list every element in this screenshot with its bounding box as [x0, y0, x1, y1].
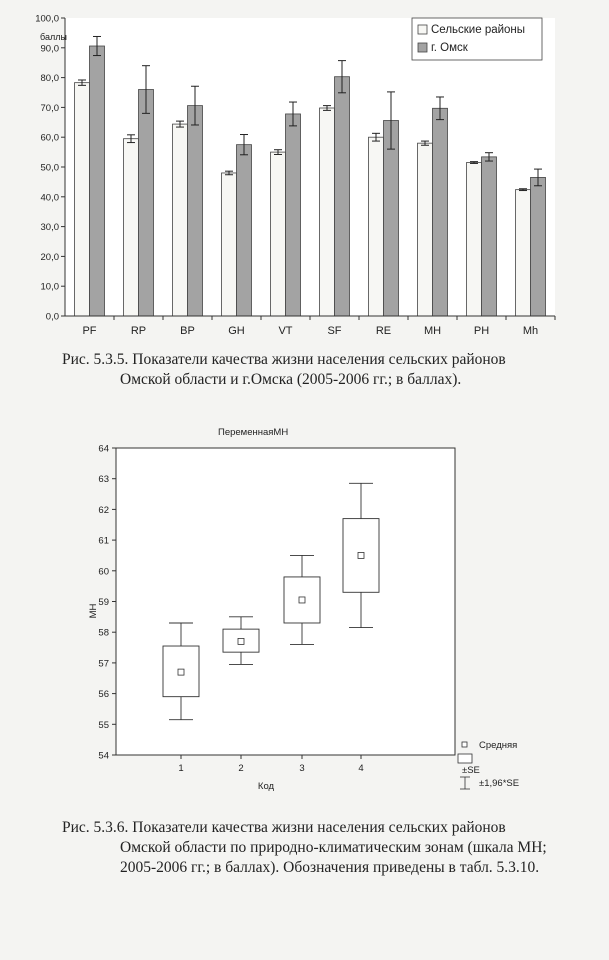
bar-rural-VT [271, 152, 286, 316]
bar-chart [0, 0, 609, 345]
y-axis-label: баллы [40, 32, 67, 42]
bar-rural-Mh [516, 190, 531, 316]
legend-se-marker [458, 754, 472, 763]
bar-rural-PH [467, 163, 482, 316]
y-tick-label: 90,0 [40, 43, 59, 55]
x-tick-label: RP [130, 325, 147, 337]
mean-marker-1 [178, 669, 184, 675]
legend-ci-label: ±1,96*SE [479, 778, 520, 789]
bar-rural-BP [173, 124, 188, 316]
bar-omsk-RE [384, 121, 399, 316]
mean-marker-2 [238, 638, 244, 644]
bar-omsk-PH [482, 157, 497, 316]
y-tick-label-2: 62 [98, 504, 109, 516]
bar-rural-MH [418, 143, 433, 316]
bar-rural-SF [320, 108, 335, 316]
bar-rural-RP [124, 139, 139, 316]
y-tick-label-2: 58 [98, 627, 109, 639]
y-tick-label: 80,0 [40, 73, 59, 85]
y-tick-label: 60,0 [40, 132, 59, 144]
x-tick-label: BP [180, 325, 195, 337]
bar-omsk-PF [90, 46, 105, 316]
legend-mean-label: Средняя [479, 740, 518, 751]
x-tick-label-2: 4 [358, 763, 364, 774]
x-tick-label: RE [375, 325, 392, 337]
x-tick-label: MH [423, 325, 442, 337]
caption-1-line-2: Омской области и г.Омска (2005-2006 гг.; в баллах). [120, 371, 462, 388]
y-tick-label: 30,0 [40, 222, 59, 234]
bar-omsk-SF [335, 77, 350, 316]
y-tick-label: 70,0 [40, 102, 59, 114]
legend-swatch-rural [418, 25, 427, 34]
bar-rural-GH [222, 173, 237, 316]
y-tick-label: 10,0 [40, 281, 59, 293]
y-tick-label-2: 61 [98, 535, 109, 547]
figure-caption-2 [0, 818, 609, 878]
y-tick-label-2: 60 [98, 566, 109, 578]
y-tick-label: 100,0 [35, 13, 59, 25]
box-chart [0, 415, 609, 815]
x-tick-label: PH [473, 325, 490, 337]
y-tick-label-2: 63 [98, 474, 109, 486]
y-tick-label-2: 59 [98, 597, 109, 608]
bar-rural-RE [369, 137, 384, 316]
x-tick-label: VT [278, 325, 293, 337]
x-axis-label-2: Код [257, 781, 275, 792]
bar-omsk-GH [237, 145, 252, 316]
y-tick-label-2: 54 [98, 750, 109, 762]
x-tick-label-2: 1 [178, 763, 184, 774]
bar-omsk-MH [433, 108, 448, 316]
y-tick-label-2: 56 [98, 689, 109, 701]
x-tick-label-2: 2 [238, 763, 244, 774]
caption-2-line-2: Омской области по природно-климатическим зонам (шкала MH; [120, 839, 547, 856]
legend-mean-marker [462, 742, 467, 747]
legend-label-rural: Сельские районы [431, 24, 526, 36]
legend-label-omsk: г. Омск [431, 42, 468, 54]
legend-2 [458, 740, 519, 789]
bar-omsk-BP [188, 106, 203, 316]
caption-2-line-1: Рис. 5.3.6. Показатели качества жизни населения сельских районов [62, 819, 506, 836]
y-tick-label-2: 55 [98, 719, 109, 731]
y-tick-label: 0,0 [45, 311, 59, 323]
y-tick-label: 20,0 [40, 251, 59, 263]
bar-omsk-VT [286, 114, 301, 316]
mean-marker-3 [299, 597, 305, 603]
bar-omsk-RP [139, 90, 154, 316]
legend-se-label: ±SE [462, 765, 480, 776]
y-tick-label-2: 57 [98, 658, 109, 670]
caption-1-line-1: Рис. 5.3.5. Показатели качества жизни населения сельских районов [62, 351, 506, 368]
bar-rural-PF [75, 83, 90, 316]
y-tick-label: 40,0 [40, 192, 59, 204]
x-tick-label: PF [82, 325, 97, 337]
caption-2-line-3: 2005-2006 гг.; в баллах). Обозначения приведены в табл. 5.3.10. [120, 859, 540, 876]
mean-marker-4 [358, 552, 364, 558]
chart-2-title: ПеременнаяMH [218, 427, 289, 438]
x-tick-label: GH [228, 325, 245, 337]
legend [412, 18, 542, 60]
x-tick-label: SF [327, 325, 342, 337]
figure-caption-1 [0, 350, 609, 390]
x-tick-label-2: 3 [299, 763, 305, 774]
x-tick-label: Mh [522, 325, 539, 337]
legend-swatch-omsk [418, 43, 427, 52]
y-tick-label-2: 64 [98, 443, 109, 455]
y-axis-label-2: MH [88, 603, 99, 619]
bar-omsk-Mh [531, 177, 546, 316]
y-tick-label: 50,0 [40, 162, 59, 174]
